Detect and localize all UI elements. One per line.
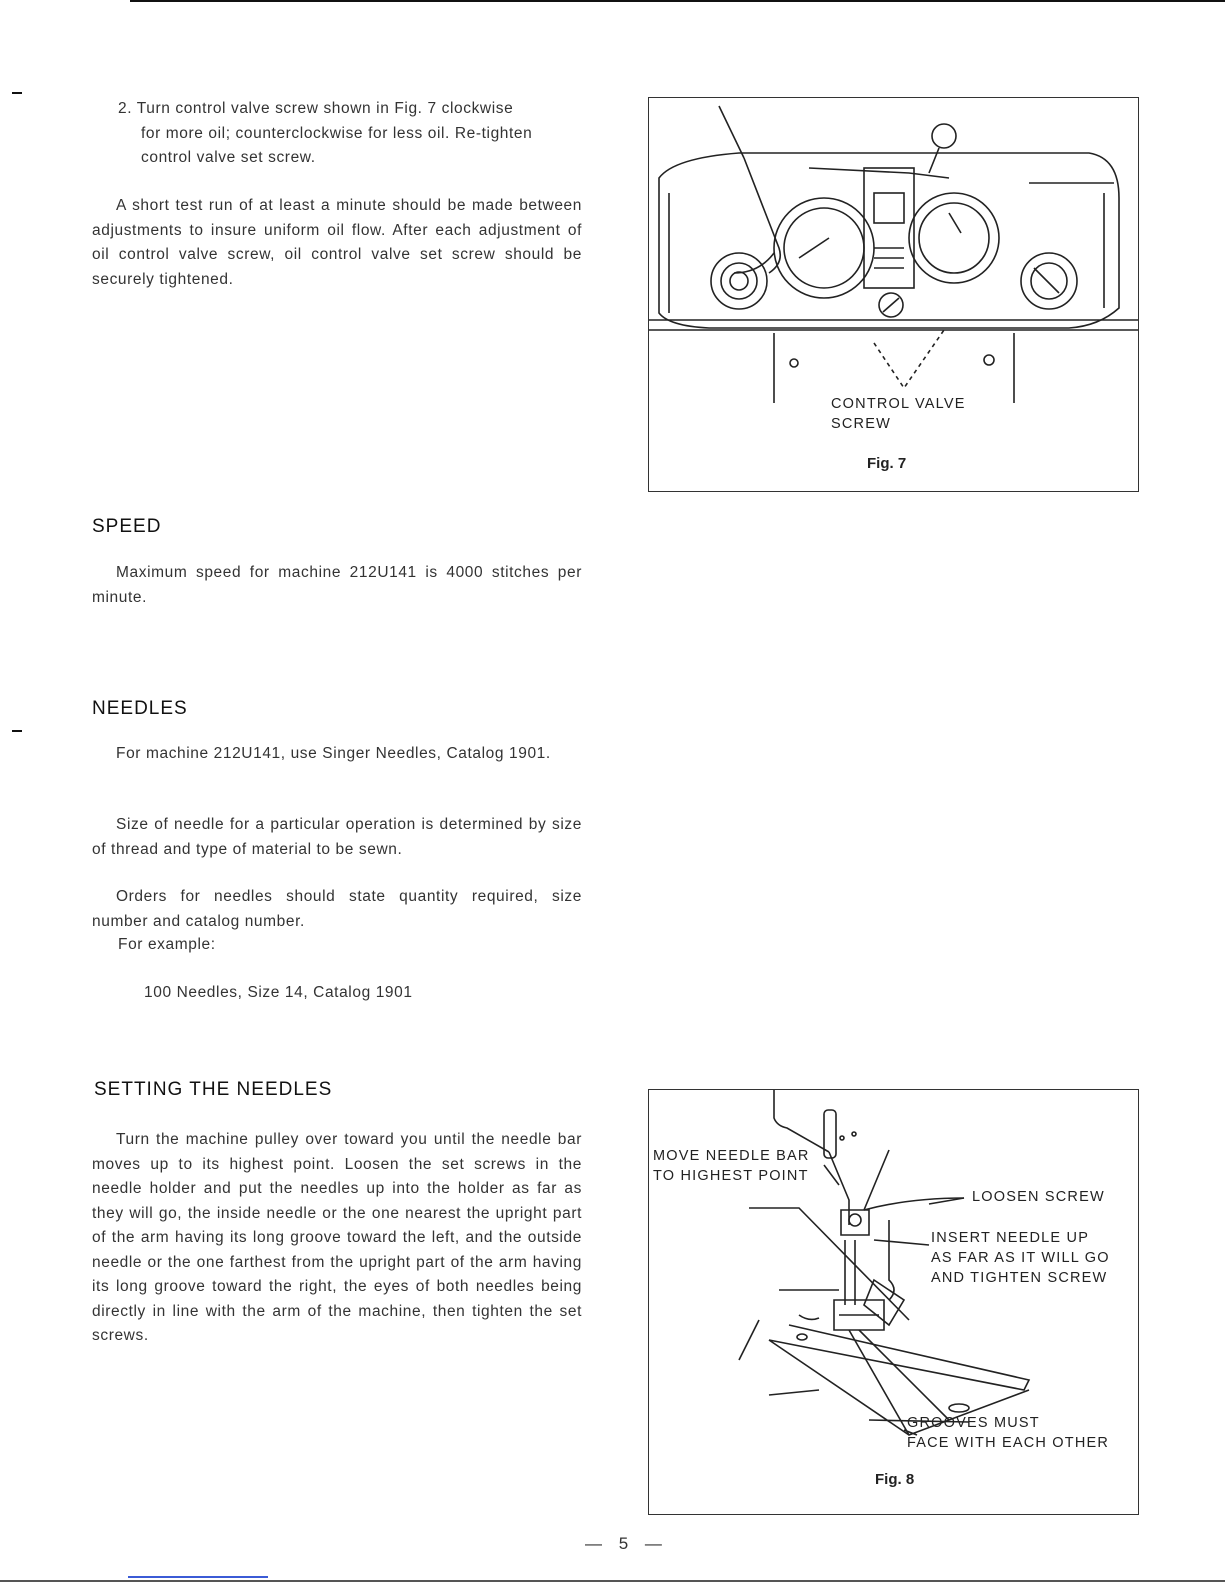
instruction-2-line1: 2. Turn control valve screw shown in Fig. 7 clockwise — [118, 100, 514, 117]
figure-7 — [648, 97, 1139, 492]
insert-needle-label: INSERT NEEDLE UP AS FAR AS IT WILL GO AND TIGHTEN SCREW — [931, 1230, 1110, 1286]
speed-paragraph: Maximum speed for machine 212U141 is 4000 stitches per minute. — [92, 564, 582, 606]
instruction-2-line3: control valve set screw. — [141, 149, 316, 166]
needles-paragraph-1: For machine 212U141, use Singer Needles, Catalog 1901. — [116, 745, 551, 762]
needles-heading: NEEDLES — [92, 698, 188, 719]
figure-8 — [648, 1089, 1139, 1515]
example-label: For example: — [118, 936, 216, 953]
margin-mark — [12, 730, 22, 732]
loosen-screw-label: LOOSEN SCREW — [972, 1189, 1105, 1205]
control-valve-label: CONTROL VALVE SCREW — [831, 396, 966, 432]
top-rule — [130, 0, 1225, 2]
example-text: 100 Needles, Size 14, Catalog 1901 — [144, 984, 413, 1001]
instruction-2 — [118, 97, 588, 171]
speed-heading: SPEED — [92, 516, 162, 537]
bottom-link-underline — [128, 1576, 268, 1578]
grooves-label: GROOVES MUST FACE WITH EACH OTHER — [907, 1415, 1110, 1451]
page-number: — 5 — — [585, 1534, 668, 1553]
move-needle-bar-label: MOVE NEEDLE BAR TO HIGHEST POINT — [653, 1148, 810, 1184]
setting-heading: SETTING THE NEEDLES — [94, 1079, 333, 1100]
margin-mark — [12, 92, 22, 94]
needles-paragraph-2: Size of needle for a particular operation is determined by size of thread and type of material to be sewn. — [92, 816, 582, 858]
instruction-2-line2: for more oil; counterclockwise for less oil. Re-tighten — [141, 124, 533, 142]
test-run-paragraph: A short test run of at least a minute should be made between adjustments to insure uniform oil flow. After each adjustment of oil control valve screw, oil control valve set screw should be securely tightened. — [92, 197, 582, 288]
bottom-rule — [0, 1580, 1225, 1582]
figure-7-caption: Fig. 7 — [867, 455, 907, 472]
needles-paragraph-3: Orders for needles should state quantity required, size number and catalog number. — [92, 888, 582, 930]
setting-paragraph: Turn the machine pulley over toward you until the needle bar moves up to its highest point. Loosen the set screws in the needle holder and put the needles up into the holder as far as they will go, the inside needle or the one nearest the upright part of the arm having its long groove toward the left, and the outside needle or the one farthest from the upright part of the arm having its long groove toward the right, the eyes of both needles being directly in line with the arm of the machine, then tighten the set screws. — [92, 1131, 582, 1344]
figure-8-caption: Fig. 8 — [875, 1471, 915, 1488]
